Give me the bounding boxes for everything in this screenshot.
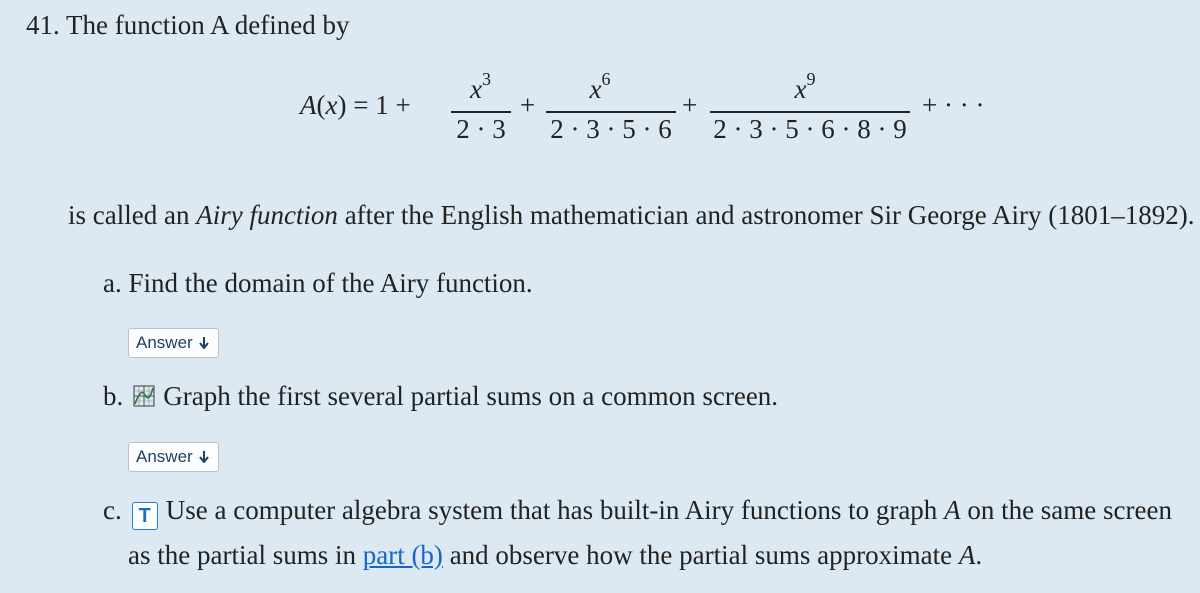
plus-sign: +	[682, 90, 698, 120]
arrow-down-icon	[199, 451, 209, 463]
arrow-down-icon	[199, 337, 209, 349]
term3-fraction-bar	[710, 111, 910, 113]
constant-term: 1	[375, 90, 389, 120]
term2-fraction-bar	[546, 111, 676, 113]
term2-denominator: 2 · 3 · 5 · 6	[550, 114, 672, 144]
lhs-variable: x	[325, 90, 338, 120]
technology-icon: T	[132, 502, 158, 530]
airy-equation	[300, 62, 1000, 162]
answer-label: Answer	[136, 447, 193, 466]
part-b-text: Graph the first several partial sums on a common screen.	[163, 381, 779, 411]
part-b-answer-button[interactable]	[128, 442, 219, 472]
intro-text: is called an Airy function after the English mathematician and astronomer Sir George Airy (1801–1892).	[68, 200, 1195, 230]
problem-heading: 41. The function A defined by	[26, 10, 350, 40]
plus-sign: +	[520, 90, 536, 120]
part-a-answer-button[interactable]	[128, 328, 219, 358]
graph-icon	[133, 381, 155, 415]
term1-fraction-bar	[451, 111, 511, 113]
term2-numerator: $x^6$	[589, 69, 611, 104]
part-a-marker: a.	[103, 268, 122, 298]
series-ellipsis: + · · ·	[922, 90, 985, 120]
part-b	[103, 379, 778, 415]
plus-sign: +	[395, 90, 411, 120]
airy-function-term: Airy function	[196, 200, 338, 230]
term3-denominator: 2 · 3 · 5 · 6 · 8 · 9	[713, 114, 907, 144]
part-a-text: Find the domain of the Airy function.	[128, 268, 533, 298]
answer-label: Answer	[136, 333, 193, 352]
term1-denominator: 2 · 3	[456, 114, 506, 144]
part-c-line-2: as the partial sums in part (b) and observe how the partial sums approximate A.	[128, 540, 983, 570]
lhs-function: A	[300, 90, 317, 120]
equation-lhs: A(x) = 1 +	[300, 90, 411, 120]
term3-numerator: $x^9$	[794, 69, 816, 104]
part-a	[103, 266, 533, 300]
part-c-marker: c.	[103, 495, 122, 525]
part-b-link[interactable]: part (b)	[362, 540, 443, 570]
part-c-line-1: c. T Use a computer algebra system that has built-in Airy functions to graph A on the same screen	[103, 493, 1172, 530]
part-b-marker: b.	[103, 381, 124, 411]
term1-numerator: $x^3$	[470, 69, 491, 104]
